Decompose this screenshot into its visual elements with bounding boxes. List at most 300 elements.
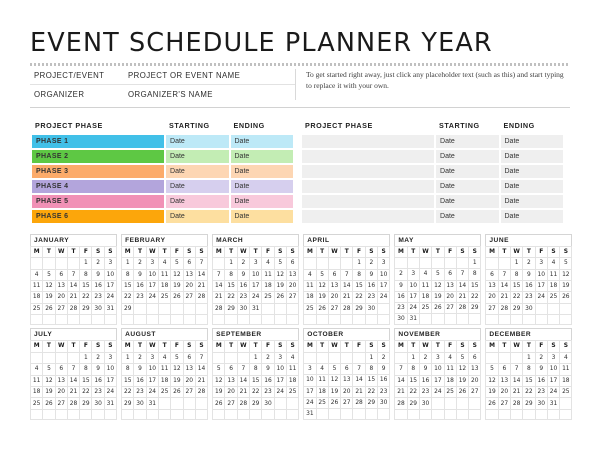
day-cell[interactable]: 13 [469,364,481,375]
day-cell[interactable]: 14 [195,364,207,375]
day-cell[interactable]: 17 [304,386,316,397]
day-cell[interactable]: 30 [535,398,547,409]
day-cell[interactable]: 8 [353,269,365,280]
day-cell[interactable]: 11 [158,269,170,280]
day-cell[interactable]: 15 [122,280,134,291]
day-cell[interactable]: 28 [341,303,353,314]
day-cell[interactable]: 13 [486,280,498,291]
day-cell[interactable]: 4 [31,364,43,375]
day-cell[interactable]: 16 [365,280,377,291]
day-cell[interactable]: 14 [195,269,207,280]
day-cell[interactable]: 17 [250,280,262,291]
day-cell[interactable]: 15 [122,375,134,386]
day-cell[interactable]: 10 [250,269,262,280]
day-cell[interactable]: 19 [171,280,183,291]
day-cell[interactable]: 9 [134,364,146,375]
day-cell[interactable]: 26 [43,398,55,409]
day-cell[interactable]: 13 [55,280,67,291]
day-cell[interactable]: 2 [395,269,407,280]
day-cell[interactable]: 30 [92,398,104,409]
day-cell[interactable]: 24 [535,292,547,303]
day-cell[interactable]: 29 [122,303,134,314]
day-cell[interactable]: 26 [316,303,328,314]
day-cell[interactable]: 7 [213,269,225,280]
day-cell[interactable]: 19 [456,375,468,386]
phase-name-cell[interactable] [302,195,434,208]
day-cell[interactable]: 21 [395,387,407,398]
day-cell[interactable]: 12 [213,375,225,386]
day-cell[interactable]: 21 [456,291,468,302]
day-cell[interactable]: 27 [286,292,298,303]
day-cell[interactable]: 4 [158,352,170,363]
day-cell[interactable]: 17 [146,280,158,291]
day-cell[interactable]: 24 [250,292,262,303]
day-cell[interactable]: 25 [444,387,456,398]
day-cell[interactable]: 2 [365,258,377,269]
day-cell[interactable]: 6 [225,364,237,375]
day-cell[interactable]: 24 [432,387,444,398]
day-cell[interactable]: 7 [67,269,79,280]
day-cell[interactable]: 9 [92,364,104,375]
day-cell[interactable]: 16 [134,375,146,386]
day-cell[interactable]: 26 [171,387,183,398]
phase-name-cell[interactable]: PHASE 3 [32,165,164,178]
day-cell[interactable]: 27 [183,292,195,303]
day-cell[interactable]: 1 [510,258,522,269]
day-cell[interactable]: 28 [510,398,522,409]
day-cell[interactable]: 22 [225,292,237,303]
day-cell[interactable]: 8 [365,364,377,375]
day-cell[interactable]: 27 [55,398,67,409]
day-cell[interactable]: 2 [419,352,431,363]
day-cell[interactable]: 20 [225,387,237,398]
phase-name-cell[interactable] [302,210,434,223]
day-cell[interactable]: 26 [560,292,572,303]
day-cell[interactable]: 19 [432,291,444,302]
day-cell[interactable]: 18 [158,280,170,291]
day-cell[interactable]: 8 [407,364,419,375]
day-cell[interactable]: 30 [378,397,390,408]
phase-name-cell[interactable]: PHASE 1 [32,135,164,148]
day-cell[interactable]: 11 [547,269,559,280]
day-cell[interactable]: 27 [486,303,498,314]
day-cell[interactable]: 12 [43,280,55,291]
day-cell[interactable]: 13 [225,375,237,386]
day-cell[interactable]: 11 [158,364,170,375]
day-cell[interactable]: 9 [419,364,431,375]
info-row-value[interactable]: ORGANIZER'S NAME [128,89,213,99]
day-cell[interactable]: 16 [535,375,547,386]
phase-end-cell[interactable]: Date [231,195,294,208]
phase-start-cell[interactable]: Date [436,180,498,193]
day-cell[interactable]: 11 [316,375,328,386]
day-cell[interactable]: 29 [353,303,365,314]
day-cell[interactable]: 16 [419,375,431,386]
day-cell[interactable]: 14 [456,280,468,291]
day-cell[interactable]: 19 [171,375,183,386]
day-cell[interactable]: 29 [407,398,419,409]
day-cell[interactable]: 3 [104,258,116,269]
day-cell[interactable]: 1 [80,352,92,363]
day-cell[interactable]: 12 [432,280,444,291]
day-cell[interactable]: 30 [92,303,104,314]
day-cell[interactable]: 28 [67,303,79,314]
day-cell[interactable]: 28 [456,303,468,314]
day-cell[interactable]: 30 [134,398,146,409]
day-cell[interactable]: 27 [55,303,67,314]
day-cell[interactable]: 21 [213,292,225,303]
day-cell[interactable]: 24 [304,397,316,408]
day-cell[interactable]: 23 [134,292,146,303]
day-cell[interactable]: 2 [237,258,249,269]
day-cell[interactable]: 28 [353,397,365,408]
day-cell[interactable]: 20 [183,280,195,291]
day-cell[interactable]: 30 [237,303,249,314]
day-cell[interactable]: 5 [171,352,183,363]
day-cell[interactable]: 1 [469,258,481,269]
day-cell[interactable]: 15 [469,280,481,291]
day-cell[interactable]: 14 [67,375,79,386]
day-cell[interactable]: 2 [378,352,390,363]
day-cell[interactable]: 22 [80,387,92,398]
day-cell[interactable]: 17 [104,375,116,386]
phase-name-cell[interactable] [302,180,434,193]
day-cell[interactable]: 3 [432,352,444,363]
day-cell[interactable]: 25 [31,398,43,409]
day-cell[interactable]: 16 [92,375,104,386]
day-cell[interactable]: 22 [80,292,92,303]
phase-start-cell[interactable]: Date [436,165,498,178]
phase-start-cell[interactable]: Date [166,210,228,223]
day-cell[interactable]: 10 [274,364,286,375]
day-cell[interactable]: 3 [250,258,262,269]
day-cell[interactable]: 3 [146,258,158,269]
day-cell[interactable]: 14 [67,280,79,291]
day-cell[interactable]: 10 [535,269,547,280]
day-cell[interactable]: 8 [122,364,134,375]
phase-start-cell[interactable]: Date [166,195,228,208]
day-cell[interactable]: 9 [395,280,407,291]
day-cell[interactable]: 8 [469,269,481,280]
day-cell[interactable]: 15 [225,280,237,291]
day-cell[interactable]: 5 [560,258,572,269]
day-cell[interactable]: 21 [341,292,353,303]
day-cell[interactable]: 4 [304,269,316,280]
day-cell[interactable]: 7 [353,364,365,375]
day-cell[interactable]: 23 [92,292,104,303]
day-cell[interactable]: 3 [104,352,116,363]
day-cell[interactable]: 28 [395,398,407,409]
day-cell[interactable]: 17 [274,375,286,386]
day-cell[interactable]: 23 [523,292,535,303]
day-cell[interactable]: 1 [80,258,92,269]
day-cell[interactable]: 18 [304,292,316,303]
day-cell[interactable]: 18 [31,387,43,398]
day-cell[interactable]: 26 [43,303,55,314]
day-cell[interactable]: 6 [486,269,498,280]
day-cell[interactable]: 6 [469,352,481,363]
day-cell[interactable]: 11 [31,280,43,291]
day-cell[interactable]: 11 [560,364,572,375]
day-cell[interactable]: 18 [31,292,43,303]
phase-name-cell[interactable]: PHASE 2 [32,150,164,163]
day-cell[interactable]: 31 [547,398,559,409]
day-cell[interactable]: 4 [316,364,328,375]
day-cell[interactable]: 29 [80,303,92,314]
day-cell[interactable]: 5 [432,269,444,280]
day-cell[interactable]: 6 [183,352,195,363]
day-cell[interactable]: 1 [250,352,262,363]
day-cell[interactable]: 10 [378,269,390,280]
day-cell[interactable]: 31 [104,303,116,314]
day-cell[interactable]: 18 [158,375,170,386]
day-cell[interactable]: 2 [92,352,104,363]
day-cell[interactable]: 26 [171,292,183,303]
day-cell[interactable]: 9 [365,269,377,280]
day-cell[interactable]: 18 [419,291,431,302]
day-cell[interactable]: 20 [469,375,481,386]
day-cell[interactable]: 23 [419,387,431,398]
day-cell[interactable]: 24 [146,292,158,303]
day-cell[interactable]: 11 [304,280,316,291]
day-cell[interactable]: 4 [158,258,170,269]
day-cell[interactable]: 7 [195,258,207,269]
day-cell[interactable]: 19 [213,387,225,398]
day-cell[interactable]: 19 [43,387,55,398]
day-cell[interactable]: 6 [444,269,456,280]
day-cell[interactable]: 5 [213,364,225,375]
phase-end-cell[interactable]: Date [501,135,564,148]
day-cell[interactable]: 21 [353,386,365,397]
phase-end-cell[interactable]: Date [501,180,564,193]
day-cell[interactable]: 1 [365,352,377,363]
day-cell[interactable]: 10 [104,269,116,280]
day-cell[interactable]: 4 [262,258,274,269]
day-cell[interactable]: 2 [134,258,146,269]
day-cell[interactable]: 16 [378,375,390,386]
day-cell[interactable]: 7 [498,269,510,280]
day-cell[interactable]: 26 [456,387,468,398]
day-cell[interactable]: 22 [510,292,522,303]
day-cell[interactable]: 31 [304,409,316,420]
day-cell[interactable]: 13 [341,375,353,386]
day-cell[interactable]: 6 [341,364,353,375]
day-cell[interactable]: 3 [547,352,559,363]
day-cell[interactable]: 6 [55,269,67,280]
day-cell[interactable]: 11 [286,364,298,375]
day-cell[interactable]: 5 [316,269,328,280]
day-cell[interactable]: 15 [523,375,535,386]
day-cell[interactable]: 30 [365,303,377,314]
day-cell[interactable]: 8 [250,364,262,375]
day-cell[interactable]: 25 [158,292,170,303]
day-cell[interactable]: 29 [250,398,262,409]
day-cell[interactable]: 26 [274,292,286,303]
day-cell[interactable]: 12 [171,364,183,375]
day-cell[interactable]: 9 [237,269,249,280]
day-cell[interactable]: 1 [122,258,134,269]
day-cell[interactable]: 14 [237,375,249,386]
day-cell[interactable]: 22 [407,387,419,398]
day-cell[interactable]: 4 [547,258,559,269]
day-cell[interactable]: 19 [316,292,328,303]
day-cell[interactable]: 24 [104,292,116,303]
day-cell[interactable]: 4 [560,352,572,363]
day-cell[interactable]: 12 [560,269,572,280]
day-cell[interactable]: 23 [395,303,407,314]
day-cell[interactable]: 14 [395,375,407,386]
day-cell[interactable]: 23 [92,387,104,398]
day-cell[interactable]: 26 [213,398,225,409]
phase-end-cell[interactable]: Date [231,165,294,178]
day-cell[interactable]: 11 [444,364,456,375]
day-cell[interactable]: 13 [286,269,298,280]
day-cell[interactable]: 15 [353,280,365,291]
day-cell[interactable]: 8 [510,269,522,280]
day-cell[interactable]: 15 [365,375,377,386]
day-cell[interactable]: 31 [407,314,419,325]
day-cell[interactable]: 26 [328,397,340,408]
day-cell[interactable]: 14 [510,375,522,386]
day-cell[interactable]: 23 [535,387,547,398]
day-cell[interactable]: 10 [407,280,419,291]
day-cell[interactable]: 24 [378,292,390,303]
day-cell[interactable]: 2 [134,352,146,363]
day-cell[interactable]: 18 [560,375,572,386]
day-cell[interactable]: 13 [55,375,67,386]
day-cell[interactable]: 14 [353,375,365,386]
day-cell[interactable]: 16 [395,291,407,302]
phase-end-cell[interactable]: Date [501,210,564,223]
day-cell[interactable]: 17 [407,291,419,302]
day-cell[interactable]: 25 [304,303,316,314]
day-cell[interactable]: 8 [523,364,535,375]
day-cell[interactable]: 12 [171,269,183,280]
day-cell[interactable]: 14 [213,280,225,291]
day-cell[interactable]: 18 [444,375,456,386]
day-cell[interactable]: 16 [134,280,146,291]
day-cell[interactable]: 14 [341,280,353,291]
day-cell[interactable]: 18 [316,386,328,397]
day-cell[interactable]: 17 [432,375,444,386]
day-cell[interactable]: 5 [274,258,286,269]
day-cell[interactable]: 12 [274,269,286,280]
day-cell[interactable]: 21 [498,292,510,303]
day-cell[interactable]: 30 [419,398,431,409]
day-cell[interactable]: 22 [122,387,134,398]
day-cell[interactable]: 8 [80,364,92,375]
phase-end-cell[interactable]: Date [231,180,294,193]
day-cell[interactable]: 2 [535,352,547,363]
day-cell[interactable]: 10 [304,375,316,386]
phase-start-cell[interactable]: Date [166,165,228,178]
day-cell[interactable]: 4 [419,269,431,280]
day-cell[interactable]: 25 [262,292,274,303]
day-cell[interactable]: 7 [456,269,468,280]
day-cell[interactable]: 25 [286,387,298,398]
day-cell[interactable]: 20 [55,387,67,398]
day-cell[interactable]: 3 [274,352,286,363]
day-cell[interactable]: 6 [498,364,510,375]
day-cell[interactable]: 7 [237,364,249,375]
day-cell[interactable]: 15 [80,375,92,386]
day-cell[interactable]: 3 [146,352,158,363]
day-cell[interactable]: 27 [498,398,510,409]
day-cell[interactable]: 24 [146,387,158,398]
day-cell[interactable]: 22 [353,292,365,303]
day-cell[interactable]: 5 [328,364,340,375]
day-cell[interactable]: 12 [43,375,55,386]
day-cell[interactable]: 21 [67,387,79,398]
day-cell[interactable]: 1 [407,352,419,363]
day-cell[interactable]: 9 [523,269,535,280]
day-cell[interactable]: 21 [510,387,522,398]
day-cell[interactable]: 2 [262,352,274,363]
day-cell[interactable]: 28 [213,303,225,314]
day-cell[interactable]: 10 [547,364,559,375]
day-cell[interactable]: 13 [183,364,195,375]
day-cell[interactable]: 8 [80,269,92,280]
phase-end-cell[interactable]: Date [231,150,294,163]
day-cell[interactable]: 5 [43,269,55,280]
phase-end-cell[interactable]: Date [231,210,294,223]
day-cell[interactable]: 16 [92,280,104,291]
day-cell[interactable]: 21 [237,387,249,398]
day-cell[interactable]: 30 [523,303,535,314]
day-cell[interactable]: 23 [365,292,377,303]
day-cell[interactable]: 16 [237,280,249,291]
day-cell[interactable]: 20 [498,387,510,398]
day-cell[interactable]: 12 [328,375,340,386]
day-cell[interactable]: 28 [195,292,207,303]
day-cell[interactable]: 25 [560,387,572,398]
day-cell[interactable]: 6 [328,269,340,280]
day-cell[interactable]: 7 [510,364,522,375]
day-cell[interactable]: 6 [183,258,195,269]
phase-start-cell[interactable]: Date [166,135,228,148]
day-cell[interactable]: 20 [341,386,353,397]
day-cell[interactable]: 27 [225,398,237,409]
day-cell[interactable]: 22 [365,386,377,397]
day-cell[interactable]: 10 [146,364,158,375]
day-cell[interactable]: 17 [378,280,390,291]
day-cell[interactable]: 11 [31,375,43,386]
phase-end-cell[interactable]: Date [501,150,564,163]
day-cell[interactable]: 9 [262,364,274,375]
day-cell[interactable]: 7 [195,352,207,363]
day-cell[interactable]: 15 [510,280,522,291]
phase-end-cell[interactable]: Date [231,135,294,148]
day-cell[interactable]: 28 [67,398,79,409]
day-cell[interactable]: 24 [547,387,559,398]
day-cell[interactable]: 5 [486,364,498,375]
day-cell[interactable]: 1 [353,258,365,269]
day-cell[interactable]: 15 [407,375,419,386]
day-cell[interactable]: 24 [274,387,286,398]
day-cell[interactable]: 20 [486,292,498,303]
day-cell[interactable]: 12 [456,364,468,375]
day-cell[interactable]: 27 [469,387,481,398]
day-cell[interactable]: 11 [419,280,431,291]
phase-start-cell[interactable]: Date [436,135,498,148]
day-cell[interactable]: 19 [560,280,572,291]
day-cell[interactable]: 27 [183,387,195,398]
phase-name-cell[interactable]: PHASE 4 [32,180,164,193]
day-cell[interactable]: 9 [535,364,547,375]
day-cell[interactable]: 14 [498,280,510,291]
day-cell[interactable]: 10 [146,269,158,280]
day-cell[interactable]: 28 [237,398,249,409]
